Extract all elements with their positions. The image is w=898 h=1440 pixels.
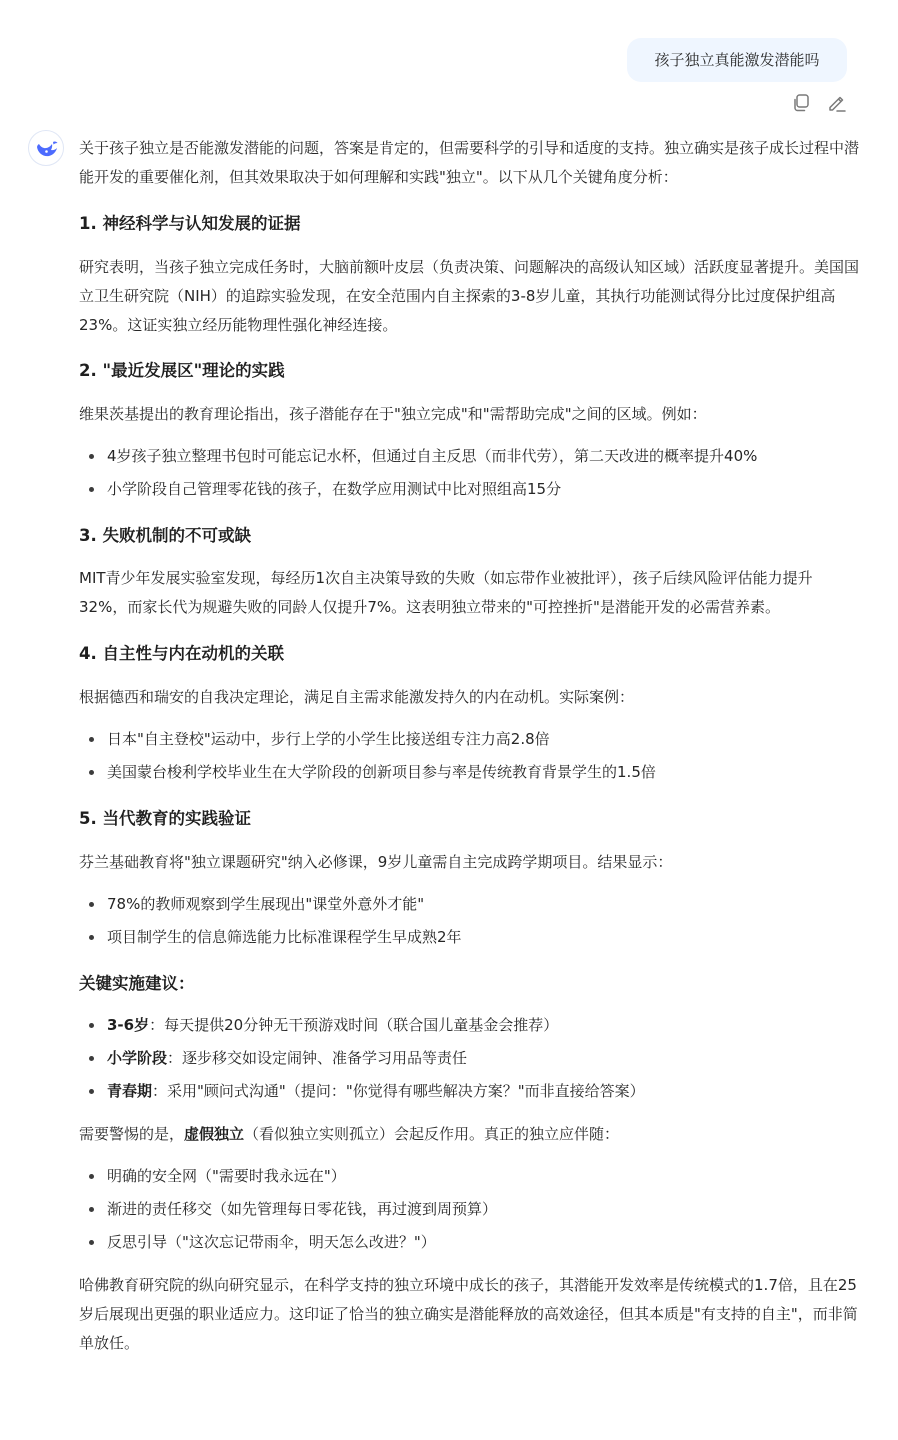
- section-paragraph: MIT青少年发展实验室发现，每经历1次自主决策导致的失败（如忘带作业被批评），孩子后续风险评估能力提升32%，而家长代为规避失败的同龄人仅提升7%。这表明独立带来的"可控挫折"是潜能开发的必需营养素。: [79, 569, 813, 616]
- section-title: 1. 神经科学与认知发展的证据: [79, 214, 301, 233]
- section-paragraph: 根据德西和瑞安的自我决定理论，满足自主需求能激发持久的内在动机。实际案例：: [79, 688, 635, 706]
- assistant-avatar: [28, 130, 64, 166]
- bullet-dot: [89, 902, 94, 907]
- bullet-dot: [89, 935, 94, 940]
- list-item-text: 渐进的责任移交（如先管理每日零花钱，再过渡到周预算）: [107, 1200, 498, 1218]
- bullet-dot: [89, 1174, 94, 1179]
- warning-text: 需要警惕的是，: [79, 1125, 185, 1143]
- list-item-text: 4岁孩子独立整理书包时可能忘记水杯，但通过自主反思（而非代劳），第二天改进的概率提升40%: [107, 447, 758, 465]
- list-item-text: 日本"自主登校"运动中，步行上学的小学生比接送组专注力高2.8倍: [107, 730, 550, 748]
- key-suggestions-title: 关键实施建议：: [79, 974, 195, 993]
- warning-text: （看似独立实则孤立）会起反作用。真正的独立应伴随：: [244, 1125, 620, 1143]
- bullet-list: [79, 1011, 859, 1106]
- bullet-list: [79, 725, 859, 787]
- list-item-text: ：采用"顾问式沟通"（提问："你觉得有哪些解决方案？"而非直接给答案）: [152, 1082, 645, 1100]
- list-item: [79, 758, 859, 787]
- message-actions: [790, 92, 850, 114]
- list-item: [79, 725, 859, 754]
- edit-button[interactable]: [826, 92, 848, 114]
- list-item: [79, 1011, 859, 1040]
- section-title: 2. "最近发展区"理论的实践: [79, 361, 285, 380]
- section-title: 5. 当代教育的实践验证: [79, 809, 251, 828]
- list-item: [79, 1228, 859, 1257]
- list-item-text: ：逐步移交如设定闹钟、准备学习用品等责任: [167, 1049, 468, 1067]
- list-item: [79, 890, 859, 919]
- list-item-text: 78%的教师观察到学生展现出"课堂外意外才能": [107, 895, 425, 913]
- edit-icon: [826, 92, 848, 114]
- list-item: [79, 1195, 859, 1224]
- list-item: [79, 923, 859, 952]
- list-item-label: 青春期: [107, 1082, 153, 1100]
- bullet-list: [79, 1162, 859, 1257]
- user-message-bubble: 孩子独立真能激发潜能吗: [627, 38, 847, 82]
- bullet-list: [79, 442, 859, 504]
- bullet-list: [79, 890, 859, 952]
- warning-paragraph: [79, 1120, 859, 1149]
- section-title: 4. 自主性与内在动机的关联: [79, 644, 284, 663]
- bullet-dot: [89, 1056, 94, 1061]
- bullet-dot: [89, 770, 94, 775]
- list-item: [79, 442, 859, 471]
- section-title: 3. 失败机制的不可或缺: [79, 526, 251, 545]
- list-item-text: ：每天提供20分钟无干预游戏时间（联合国儿童基金会推荐）: [149, 1016, 559, 1034]
- bullet-dot: [89, 454, 94, 459]
- bullet-dot: [89, 487, 94, 492]
- list-item-text: 项目制学生的信息筛选能力比标准课程学生早成熟2年: [107, 928, 462, 946]
- list-item-text: 美国蒙台梭利学校毕业生在大学阶段的创新项目参与率是传统教育背景学生的1.5倍: [107, 763, 656, 781]
- bullet-dot: [89, 737, 94, 742]
- list-item: [79, 1044, 859, 1073]
- list-item-text: 明确的安全网（"需要时我永远在"）: [107, 1167, 346, 1185]
- bullet-dot: [89, 1207, 94, 1212]
- list-item: [79, 1077, 859, 1106]
- section-paragraph: 芬兰基础教育将"独立课题研究"纳入必修课，9岁儿童需自主完成跨学期项目。结果显示：: [79, 853, 673, 871]
- copy-icon: [790, 92, 812, 114]
- conclusion-paragraph: 哈佛教育研究院的纵向研究显示，在科学支持的独立环境中成长的孩子，其潜能开发效率是传统模式的1.7倍，且在25岁后展现出更强的职业适应力。这印证了恰当的独立确实是潜能释放的高效途径，但其本质是"有支持的自主"，而非简单放任。: [79, 1276, 858, 1352]
- list-item: [79, 1162, 859, 1191]
- list-item-text: 小学阶段自己管理零花钱的孩子，在数学应用测试中比对照组高15分: [107, 480, 562, 498]
- list-item-label: 3-6岁: [107, 1016, 150, 1034]
- list-item: [79, 475, 859, 504]
- section-paragraph: 研究表明，当孩子独立完成任务时，大脑前额叶皮层（负责决策、问题解决的高级认知区域）活跃度显著提升。美国国立卫生研究院（NIH）的追踪实验发现，在安全范围内自主探索的3-8岁儿童，其执行功能测试得分比过度保护组高23%。这证实独立经历能物理性强化神经连接。: [79, 258, 860, 334]
- warning-emphasis: 虚假独立: [184, 1125, 245, 1143]
- section-paragraph: 维果茨基提出的教育理论指出，孩子潜能存在于"独立完成"和"需帮助完成"之间的区域。例如：: [79, 405, 707, 423]
- list-item-label: 小学阶段: [107, 1049, 168, 1067]
- bullet-dot: [89, 1023, 94, 1028]
- list-item-text: 反思引导（"这次忘记带雨伞，明天怎么改进？"）: [107, 1233, 436, 1251]
- copy-button[interactable]: [790, 92, 812, 114]
- assistant-answer: [79, 134, 859, 1358]
- bullet-dot: [89, 1240, 94, 1245]
- intro-paragraph: 关于孩子独立是否能激发潜能的问题，答案是肯定的，但需要科学的引导和适度的支持。独立确实是孩子成长过程中潜能开发的重要催化剂，但其效果取决于如何理解和实践"独立"。以下从几个关键角度分析：: [79, 139, 860, 186]
- deepseek-whale-logo-icon: [35, 138, 59, 160]
- bullet-dot: [89, 1089, 94, 1094]
